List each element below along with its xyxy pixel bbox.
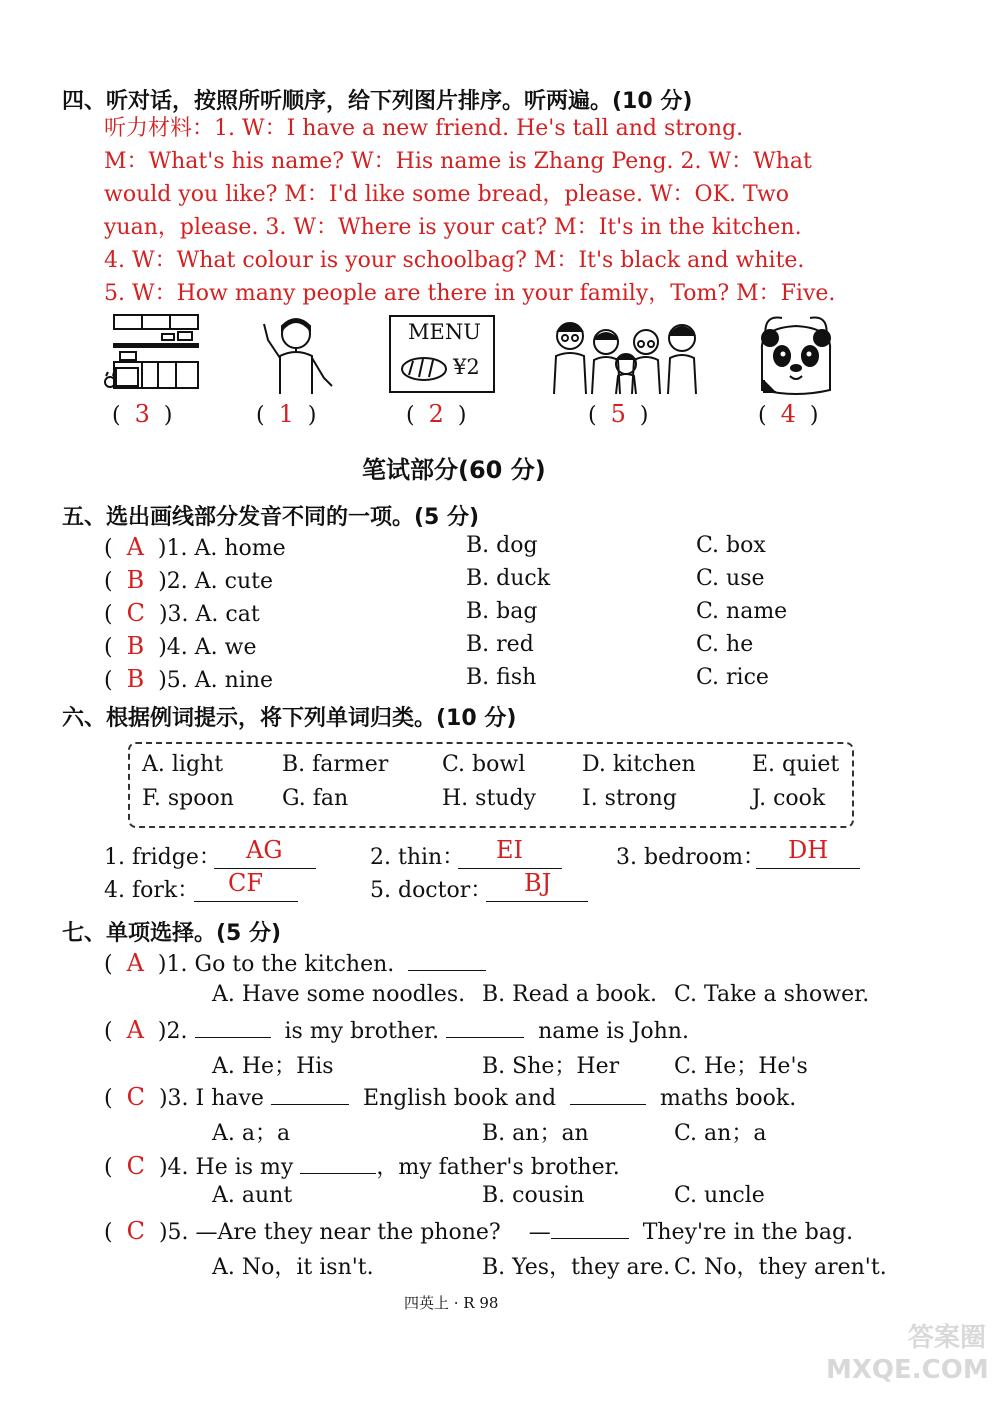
section5-item-5: ( B )5. A. nine: [104, 665, 274, 693]
section7-item-3: ( C )3. I have English book and maths book.: [104, 1083, 797, 1111]
section5-item-4: ( B )4. A. we: [104, 632, 257, 660]
answer-blank: [570, 1104, 646, 1105]
word-bank-item: J. cook: [752, 786, 826, 811]
option-a: A. home: [194, 536, 286, 561]
option-a: A. cute: [194, 569, 274, 594]
classify-label-3: 3. bedroom：: [616, 845, 766, 870]
section7-option-c: C. Take a shower.: [674, 982, 870, 1007]
option-a: A. nine: [194, 668, 274, 693]
bread-icon: [399, 353, 449, 383]
section7-option-b: B. She；Her: [482, 1054, 620, 1079]
word-bank-item: B. farmer: [282, 752, 389, 777]
watermark: 答案圈 MXQE.COM: [826, 1323, 989, 1385]
panda-schoolbag-icon: [752, 310, 840, 398]
section7-option-c: C. He；He's: [674, 1054, 808, 1079]
section5-item-2: ( B )2. A. cute: [104, 566, 274, 594]
word-bank-item: H. study: [442, 786, 536, 811]
word-bank-item: F. spoon: [142, 786, 234, 811]
section7-option-c: C. an；a: [674, 1121, 767, 1146]
section5-option-c: C. rice: [696, 665, 769, 690]
section7-item-5: ( C )5. —Are they near the phone? — They're in the bag.: [104, 1217, 854, 1245]
classify-label-4: 4. fork：: [104, 878, 200, 903]
picture-answer-3: ( 2 ): [406, 400, 467, 428]
listening-script-line-1: 听力材料：1. W：I have a new friend. He's tall and strong.: [104, 116, 744, 141]
section7-option-c: C. No，they aren't.: [674, 1255, 887, 1280]
section5-answer: C: [126, 599, 145, 627]
section5-option-c: C. use: [696, 566, 765, 591]
written-part-title: 笔试部分(60 分): [362, 456, 546, 484]
section5-item-1: ( A )1. A. home: [104, 533, 286, 561]
answer-blank: [486, 901, 588, 902]
picture-answer-4: ( 5 ): [588, 400, 649, 428]
section7-item-2: ( A )2. is my brother. name is John.: [104, 1016, 689, 1044]
listening-script-line-5: 4. W：What colour is your schoolbag? M：It's black and white.: [104, 248, 805, 273]
classify-answer-5: BJ: [524, 869, 552, 897]
kitchen-icon: [102, 312, 202, 392]
boy-icon: [254, 312, 338, 396]
word-bank-item: I. strong: [582, 786, 677, 811]
listening-script-line-6: 5. W：How many people are there in your family，Tom? M：Five.: [104, 281, 836, 306]
section5-option-c: C. box: [696, 533, 766, 558]
option-a: A. we: [194, 635, 257, 660]
section5-title: 五、选出画线部分发音不同的一项。(5 分): [62, 505, 480, 530]
menu-bread-icon: [389, 315, 495, 393]
section5-option-b: B. red: [466, 632, 534, 657]
word-bank-item: C. bowl: [442, 752, 526, 777]
section5-item-3: ( C )3. A. cat: [104, 599, 260, 627]
menu-label: MENU: [408, 320, 481, 344]
section7-option-a: A. Have some noodles.: [212, 982, 466, 1007]
section5-answer: A: [126, 533, 144, 561]
listening-script-line-2: M：What's his name? W：His name is Zhang Peng. 2. W：What: [104, 149, 812, 174]
section7-title: 七、单项选择。(5 分): [62, 921, 282, 946]
menu-price: ¥2: [453, 355, 480, 379]
section5-option-b: B. fish: [466, 665, 537, 690]
classify-answer-1: AG: [246, 836, 283, 864]
classify-label-1: 1. fridge：: [104, 845, 221, 870]
page-footer: 四英上 · R 98: [404, 1294, 499, 1312]
section5-option-b: B. bag: [466, 599, 538, 624]
picture-answer-1: ( 3 ): [112, 400, 173, 428]
classify-answer-3: DH: [788, 836, 829, 864]
section7-item-1: ( A )1. Go to the kitchen.: [104, 949, 486, 977]
option-a: A. cat: [195, 602, 260, 627]
section5-option-c: C. name: [696, 599, 788, 624]
answer-blank: [194, 901, 298, 902]
section5-answer: B: [126, 632, 145, 660]
section4-title: 四、听对话，按照所听顺序，给下列图片排序。听两遍。(10 分): [62, 89, 693, 114]
answer-blank: [446, 1037, 524, 1038]
picture-answer-2: ( 1 ): [256, 400, 317, 428]
section5-answer: B: [126, 665, 145, 693]
answer-blank: [195, 1037, 271, 1038]
answer-blank: [551, 1238, 629, 1239]
word-bank-item: E. quiet: [752, 752, 840, 777]
picture-answer-5: ( 4 ): [758, 400, 819, 428]
section7-option-b: B. cousin: [482, 1183, 585, 1208]
family-icon: [548, 312, 708, 396]
classify-answer-4: CF: [228, 869, 264, 897]
section6-title: 六、根据例词提示，将下列单词归类。(10 分): [62, 706, 517, 731]
section7-option-b: B. Yes，they are.: [482, 1255, 671, 1280]
section7-option-b: B. Read a book.: [482, 982, 657, 1007]
section7-option-a: A. aunt: [212, 1183, 293, 1208]
section5-option-b: B. duck: [466, 566, 551, 591]
word-bank-item: A. light: [142, 752, 224, 777]
answer-blank: [408, 970, 486, 971]
section7-option-a: A. No，it isn't.: [212, 1255, 374, 1280]
word-bank-item: D. kitchen: [582, 752, 696, 777]
section7-option-c: C. uncle: [674, 1183, 765, 1208]
section5-option-b: B. dog: [466, 533, 538, 558]
section7-item-4: ( C )4. He is my ，my father's brother.: [104, 1152, 620, 1180]
section5-answer: B: [126, 566, 145, 594]
classify-answer-2: EI: [496, 836, 523, 864]
word-bank-item: G. fan: [282, 786, 349, 811]
answer-blank: [271, 1104, 349, 1105]
listening-script-line-4: yuan，please. 3. W：Where is your cat? M：It's in the kitchen.: [104, 215, 802, 240]
classify-label-2: 2. thin：: [370, 845, 465, 870]
listening-script-line-3: would you like? M：I'd like some bread，please. W：OK. Two: [104, 182, 789, 207]
section5-option-c: C. he: [696, 632, 754, 657]
classify-label-5: 5. doctor：: [370, 878, 493, 903]
answer-blank: [756, 868, 860, 869]
answer-blank: [300, 1173, 376, 1174]
section7-option-a: A. He；His: [212, 1054, 334, 1079]
section7-option-b: B. an；an: [482, 1121, 589, 1146]
section7-option-a: A. a；a: [212, 1121, 291, 1146]
